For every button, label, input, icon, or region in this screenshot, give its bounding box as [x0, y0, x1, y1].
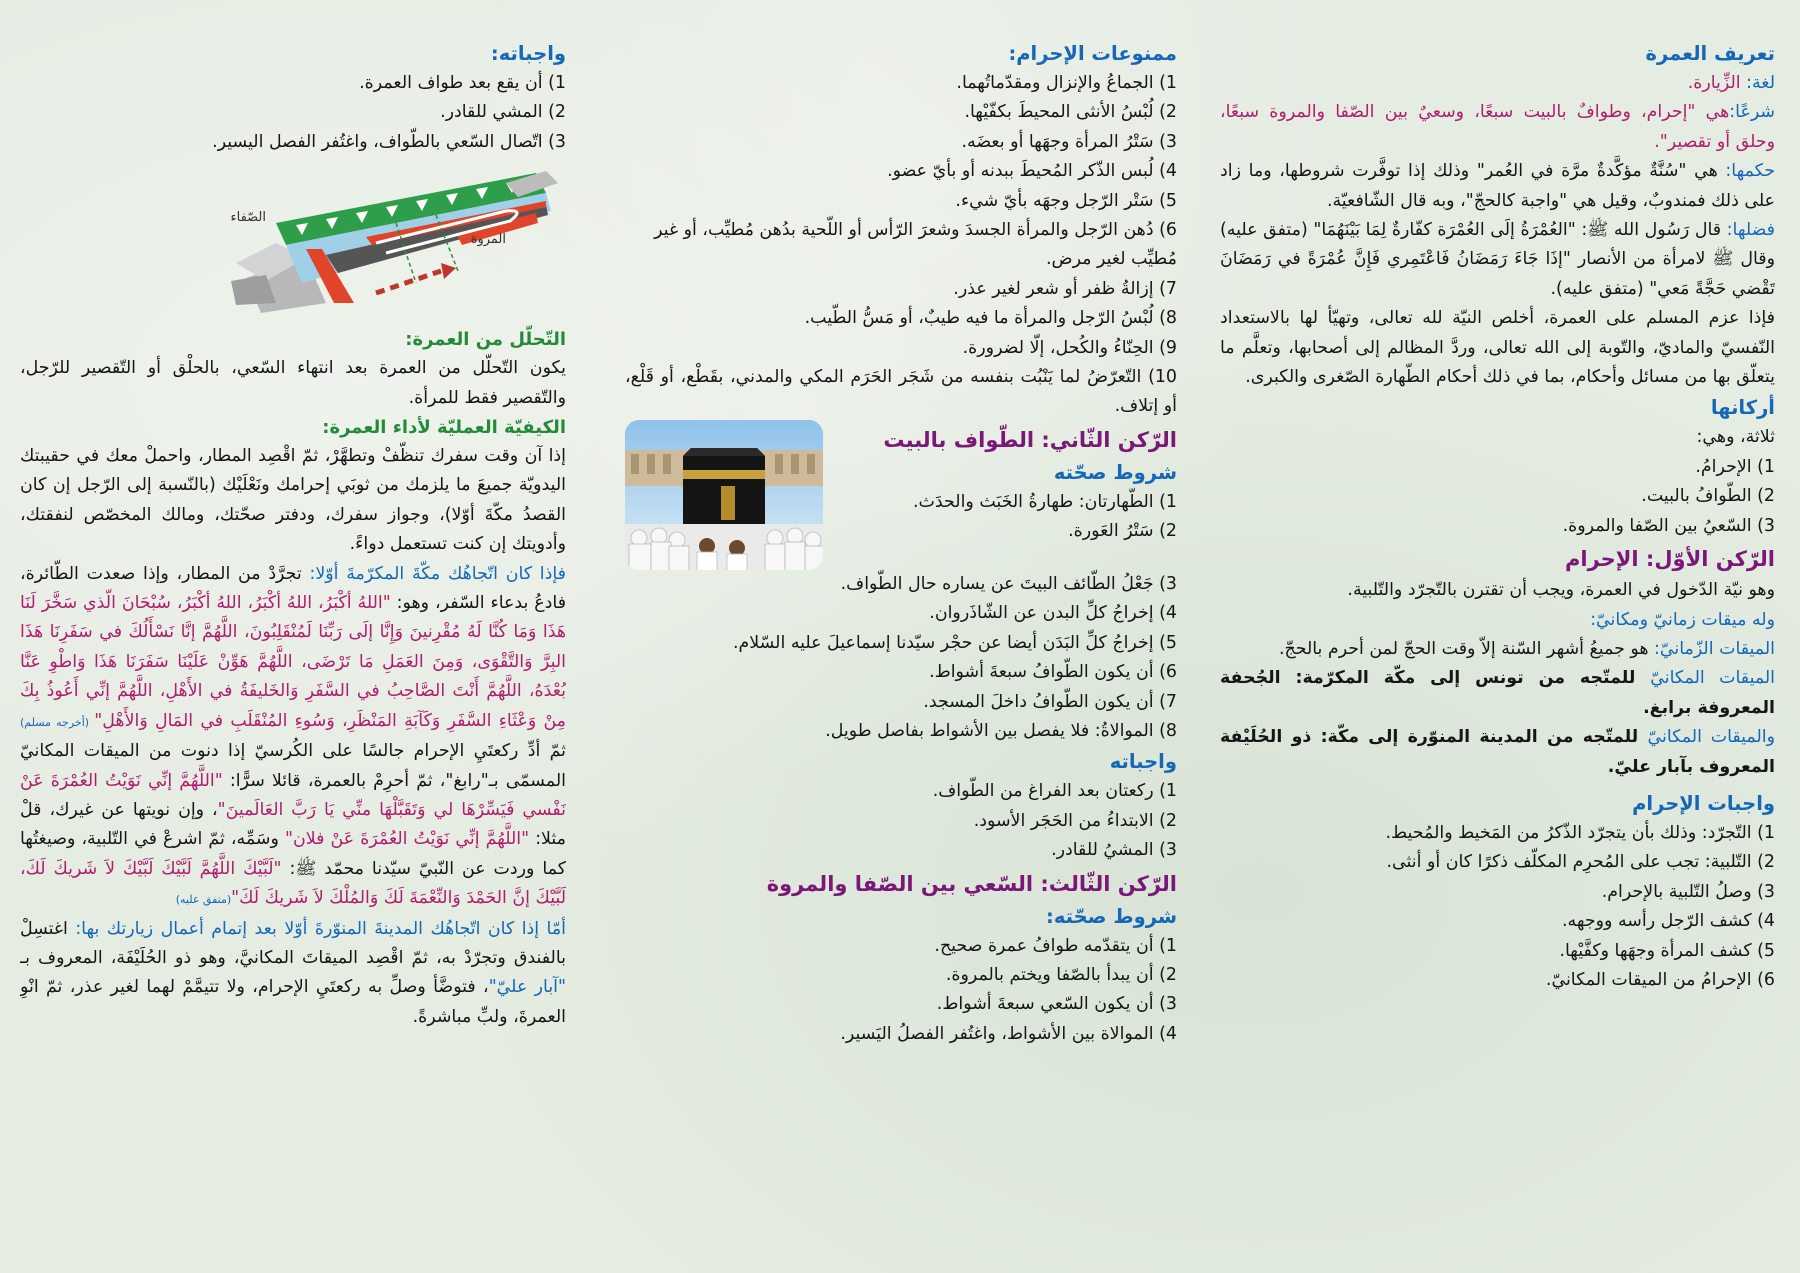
- kayfiya-p2-a: تجرَّدْ من المطار، وإذا صعدت الطّائرة، فادعُ بدعاء السّفر، وهو:: [20, 563, 566, 614]
- shar-line: [1220, 98, 1775, 157]
- kayfiya-p3-a: اغتسِلْ بالفندق وتجرّدْ به، ثمّ اقْصِد الميقاتَ المكانيَّ، وهو ذو الحُلَيْفَة، المعروف بـ: [20, 918, 566, 968]
- list-item: 3) وصلُ التّلبية بالإحرام.: [1601, 881, 1775, 902]
- list-item: 1) أن يتقدّمه طوافُ عمرة صحيح.: [934, 935, 1177, 956]
- list-item: 1) الإحرامُ.: [1695, 456, 1775, 477]
- list-item: 3) أن يكون السّعي سبعةَ أشواط.: [936, 994, 1177, 1015]
- ihram-wajibat-heading: واجبات الإحرام: [1632, 791, 1775, 815]
- miqat-makani-2-label: والميقات المكانيّ: [1647, 727, 1775, 748]
- miqat-zamani: [1220, 635, 1775, 664]
- list-item: 4) لُبس الذّكر المُحيطَ ببدنه أو بأيّ عضو.: [887, 161, 1177, 182]
- list-item: 1) التّجرّد: وذلك بأن يتجرّد الذّكرُ من المَخيط والمُحيط.: [1385, 822, 1775, 843]
- rukn1-text: وهو نيّة الدّخول في العمرة، ويجب أن تقترن بالتّجرّد والتّلبية.: [1347, 580, 1775, 601]
- sai-wajibat-list: [20, 69, 566, 157]
- niyya-text: "اللَّهُمَّ إنِّي نَوَيْتُ العُمْرَةَ عَنْ نَفْسي فَيَسِّرْهَا لي وَتَقَبَّلْهَا منِّي يَا رَبَّ العَالَمينَ": [20, 770, 566, 820]
- travel-dua: "اللهُ أكْبَرُ، اللهُ أكْبَرُ، اللهُ أكْبَرُ، سُبْحَانَ الّذي سَخَّرَ لَنَا هَذَا وَمَا كُنَّا لَهُ مُقْرِنينَ وَإِنَّا إلَى رَبِّنَا لَمُنْقَلِبُونَ، اللَّهُمَّ إنَّا نَسْأَلُكَ في سَفَرِنَا هَذَا البِرَّ وَالتَّقْوَى، وَمِنَ العَمَلِ مَا تَرْضَى، اللَّهُمَّ هَوِّنْ عَلَيْنَا سَفَرَنَا هَذَا وَاطْوِ عَنَّا بُعْدَهُ، اللَّهُمَّ أَنْتَ الصَّاحِبُ في السَّفَرِ وَالخَليفَةُ في الأَهْلِ، اللَّهُمَّ إنِّي أَعُوذُ بِكَ مِنْ وَعْثَاءِ السَّفَرِ وَكَآبَةِ المَنْظَرِ، وَسُوءِ المُنْقَلَبِ في المَالِ وَالأَهْلِ": [20, 593, 566, 731]
- list-item: 6) دُهن الرّجل والمرأة الجسدَ وشعرَ الرّأس أو اللّحية بدُهن مُطيِّب، أو غير مُطيِّب لغير مرض.: [654, 220, 1177, 270]
- sai-wajibat-heading: واجباته:: [490, 42, 566, 65]
- arkan-intro: ثلاثة، وهي:: [1696, 427, 1775, 448]
- list-item: 8) الموالاةُ: فلا يفصل بين الأشواط بفاصل طويل.: [825, 720, 1177, 741]
- kayfiya-heading: الكيفيّة العمليّة لأداء العمرة:: [322, 417, 566, 439]
- miqat-makani-2-text: للمتّجه من المدينة المنوّرة إلى مكّة: ذو الحُلَيْفة المعروف بآبار عليّ.: [1220, 727, 1775, 777]
- fadl-line: [1220, 216, 1775, 304]
- list-item: 6) الإحرامُ من الميقات المكانيّ.: [1545, 969, 1775, 990]
- mamnuat-heading: ممنوعات الإحرام:: [1008, 42, 1177, 65]
- middle-column: [625, 38, 1177, 1263]
- list-item: 1) الجماعُ والإنزال ومقدّماتُهما.: [956, 73, 1177, 93]
- arkan-list: [1220, 453, 1775, 541]
- tawaf-wajibat-list: [625, 777, 1177, 865]
- kaaba-image: [625, 420, 823, 570]
- fadl-text: قال رَسُول الله ﷺ: "العُمْرَةُ إلَى العُمْرَة كفّارةٌ لِمَا بَيْنَهُمَا" (متفق عليه) وقال ﷺ لامرأة من الأنصار "إذَا جَاءَ رَمَضَانُ فَاعْتَمِري فَإِنَّ عُمْرَةً في رَمَضَانَ تَقْضي حَجَّةً مَعي" (متفق عليه).: [1220, 220, 1775, 299]
- shurut3-list: [625, 932, 1177, 1050]
- list-item: 2) المشي للقادر.: [440, 102, 566, 123]
- kayfiya-p2-lead: فإذا كان اتّجاهُك مكّةَ المكرّمةَ أوّلا:: [309, 563, 566, 584]
- hukm-text: هي "سُنَّةٌ مؤكَّدةٌ مرَّة في العُمر" وذلك إذا توفَّرت شروطها، وما زاد على ذلك فمندوبٌ، وقيل هي "واجبة كالحجّ"، وبه قال الشّافعيّة.: [1220, 161, 1775, 211]
- list-item: 8) لُبْسُ الرّجل والمرأة ما فيه طيبٌ، أو مَسُّ الطّيب.: [804, 308, 1177, 329]
- ihram-wajibat-list: [1220, 819, 1775, 995]
- list-item: 3) جَعْلُ الطّائف البيتَ عن يساره حال الطّواف.: [840, 573, 1177, 594]
- list-item: 4) كشف الرّجل رأسه ووجهه.: [1562, 911, 1775, 932]
- list-item: 1) أن يقع بعد طواف العمرة.: [359, 73, 566, 93]
- list-item: 1) ركعتان بعد الفراغ من الطّواف.: [932, 781, 1177, 802]
- list-item: 4) الموالاة بين الأشواط، واغتُفر الفصلُ اليَسير.: [840, 1023, 1177, 1044]
- list-item: 7) أن يكون الطّوافُ داخلَ المسجد.: [923, 691, 1177, 712]
- lugha-line: [1220, 69, 1775, 98]
- kayfiya-p3-b: ، فتوضَّأ وصلِّ به ركعتَيِ الإحرام، ولا تتيمَّمْ لهما لغير عذر، ثمّ انْوِ العمرةَ، ولبِّ مباشرةً.: [20, 977, 566, 1027]
- niyya-other-text: "اللَّهُمَّ إنِّي نَوَيْتُ العُمْرَةَ عَنْ فلان": [284, 829, 530, 850]
- fadl-label: فضلها:: [1726, 220, 1775, 241]
- miqat-makani-2: [1220, 723, 1775, 782]
- hukm-line: [1220, 157, 1775, 216]
- list-item: 3) المشيُ للقادر.: [1051, 840, 1177, 861]
- list-item: 9) الحِنّاءُ والكُحل، إلّا لضرورة.: [962, 337, 1177, 358]
- list-item: 4) إخراجُ كلِّ البدن عن الشّاذَروان.: [929, 603, 1177, 624]
- kayfiya-p3-lead: أمّا إذا كان اتّجاهُك المدينةَ المنوّرةَ أوّلا بعد إتمام أعمال زيارتك بها:: [75, 918, 566, 939]
- kayfiya-p2-b: ثمّ أدِّ ركعتَيِ الإحرام جالسًا على الكُرسيّ إذا دنوت من الميقات المكانيّ المسمّى بـ"رابغ"، ثمّ أحرِمْ بالعمرة، قائلا سرًّا:: [20, 741, 566, 791]
- miqat-zamani-text: هو جميعُ أشهر السّنة إلاّ وقت الحجّ لمن أحرم بالحجّ.: [1278, 638, 1655, 659]
- list-item: 1) الطّهارتان: طهارةُ الخَبَث والحدَث.: [913, 491, 1177, 512]
- tahallul-heading: التّحلّل من العمرة:: [405, 329, 566, 351]
- shar-text: هي "إحرام، وطوافٌ بالبيت سبعًا، وسعيٌ بين الصّفا والمروة سبعًا، وحلق أو تقصير".: [1220, 102, 1775, 152]
- list-item: 3) السّعيُ بين الصّفا والمروة.: [1562, 515, 1775, 536]
- list-item: 5) كشف المرأة وجهَها وكفَّيْها.: [1559, 940, 1775, 961]
- list-item: 5) سَتْر الرّجل وجهَه بأيّ شيء.: [955, 190, 1177, 211]
- shurut-heading: شروط صحّته: [1053, 460, 1177, 484]
- arkan-heading: أركانها: [1710, 396, 1775, 420]
- list-item: 10) التّعرّضُ لما يَنْبُت بنفسه من شَجَر الحَرَم المكي والمدني، بقَطْع، أو قَلْع، أو إتلاف.: [625, 367, 1177, 417]
- list-item: 3) اتّصال السّعي بالطّواف، واغتُفر الفصل اليسير.: [212, 131, 566, 152]
- right-column: [1220, 38, 1775, 1263]
- shar-label: شرعًا:: [1729, 102, 1775, 123]
- list-item: 2) لُبْسُ الأنثى المحيطَ بكفّيْها.: [964, 102, 1177, 123]
- diagram-marwa-label: المروة: [470, 232, 506, 248]
- kayfiya-paragraph-1: إذا آن وقت سفرك تنظّفْ وتطهَّرْ، ثمّ اقْصِد المطار، واحملْ معك في حقيبتك اليدويّة جميعَ ما يلزمك من ثوبَي إحرامك ونَعْلَيْك (بالنّسبة إلى الرّجل إن كان القصدُ مكّةَ أوّلا)، وجواز سفرك، ودفتر صحّتك، ومالك المخصّص لنفقتك، وأدويتك إن كنت تستعمل دواءً.: [20, 446, 566, 555]
- miqat-intro: وله ميقات زمانيّ ومكانيّ:: [1590, 609, 1775, 630]
- list-item: 5) إخراجُ كلِّ البَدَن أيضا عن حجْر سيّدنا إسماعيلَ عليه السّلام.: [732, 632, 1177, 653]
- rukn2-heading: الرّكن الثّاني: الطّواف بالبيت: [883, 427, 1177, 452]
- list-item: 2) التّلبية: تجب على المُحرِم المكلّف ذكرًا كان أو أنثى.: [1386, 852, 1775, 873]
- rukn1-heading: الرّكن الأوّل: الإحرام: [1564, 547, 1775, 572]
- list-item: 2) الطّوافُ بالبيت.: [1641, 486, 1775, 507]
- abar-ali: "آبار عليّ": [488, 977, 566, 998]
- rukn3-heading: الرّكن الثّالث: السّعي بين الصّفا والمروة: [766, 871, 1177, 896]
- list-item: 2) الابتداءُ من الحَجَر الأسود.: [973, 810, 1177, 831]
- miqat-makani-1: [1220, 664, 1775, 723]
- list-item: 3) سَتْرُ المرأة وجهَها أو بعضَه.: [961, 131, 1177, 152]
- kayfiya-p2-d: وسَمِّه، ثمّ اشرعْ في التّلبية، وصيغتُها كما وردت عن النّبيّ سيّدنا محمّد ﷺ:: [20, 829, 566, 879]
- list-item: 2) أن يبدأ بالصّفا ويختم بالمروة.: [945, 964, 1177, 985]
- miqat-zamani-label: الميقات الزّمانيّ:: [1654, 638, 1775, 659]
- miqat-makani-1-label: الميقات المكانيّ: [1650, 668, 1775, 689]
- lugha-text: الزِّيارة.: [1687, 73, 1747, 93]
- talbiya-reference: (متفق عليه): [175, 893, 232, 907]
- left-column: [20, 38, 566, 1263]
- lugha-label: لغة:: [1746, 73, 1775, 93]
- mamnuat-list: [625, 69, 1177, 422]
- kayfiya-paragraph-3: [20, 915, 566, 1033]
- hukm-label: حكمها:: [1725, 161, 1775, 182]
- dua-reference: (أخرجه مسلم): [20, 715, 95, 729]
- tahallul-text: يكون التّحلّل من العمرة بعد انتهاء السّعي، بالحلْق أو التّقصير للرّجل، والتّقصير فقط للمرأة.: [20, 358, 566, 408]
- intro-paragraph: فإذا عزم المسلم على العمرة، أخلص النيّة لله تعالى، وتهيّأ لها بالاستعداد النّفسيّ والماديّ، والتّوبة إلى الله تعالى، وردَّ المظالم إلى أصحابها، وتعلَّم ما يتعلّق بها من مسائل وأحكام، بما في ذلك أحكام الطّهارة الصّغرى والكبرى.: [1220, 308, 1775, 388]
- umrah-definition-heading: تعريف العمرة: [1645, 42, 1775, 65]
- list-item: 2) سَتْرُ العَورة.: [1068, 521, 1177, 542]
- tawaf-wajibat-heading: واجباته: [1109, 750, 1177, 774]
- list-item: 7) إزالةُ ظفر أو شعر لغير عذر.: [953, 278, 1177, 299]
- list-item: 6) أن يكون الطّوافُ سبعةَ أشواط.: [929, 662, 1177, 683]
- shurut3-heading: شروط صحّته:: [1046, 904, 1177, 928]
- miqat-makani-1-text: للمتّجه من تونس إلى مكّة المكرّمة: الجُحفة المعروفة برابغ.: [1220, 668, 1775, 718]
- safa-marwa-diagram: [206, 163, 566, 313]
- kayfiya-paragraph-2: [20, 560, 566, 915]
- kayfiya-p2-c: ، وإن نويتها عن غيرك، قلْ مثلا:: [20, 799, 566, 850]
- diagram-safa-label: الصّفاء: [230, 210, 266, 226]
- talbiya-text: "لَبَّيْكَ اللَّهُمَّ لَبَّيْكَ لَبَّيْكَ لاَ شَريكَ لَكَ، لَبَّيْكَ إنَّ الحَمْدَ وَالنِّعْمَةَ لَكَ وَالمُلْكَ لاَ شَريكَ لَكَ": [20, 858, 566, 909]
